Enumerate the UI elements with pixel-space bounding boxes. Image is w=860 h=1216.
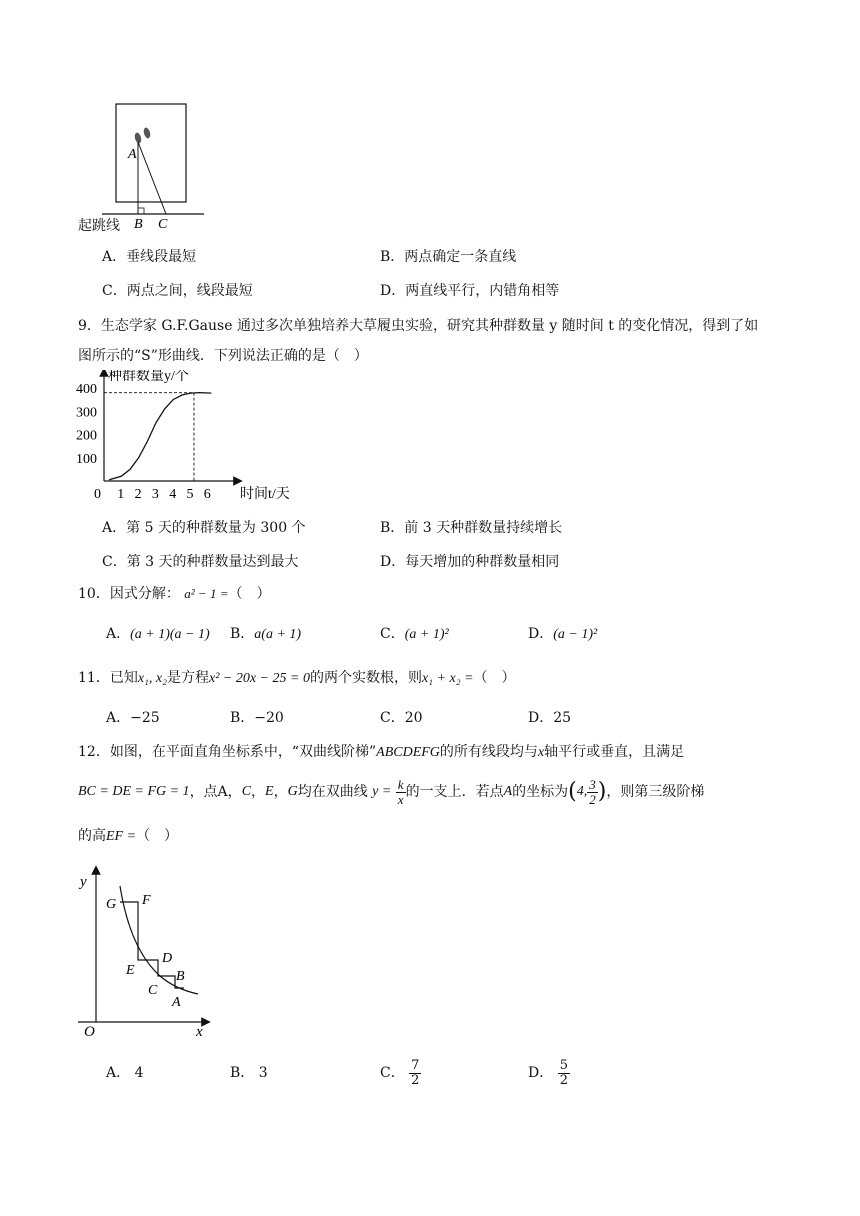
q8-start-line-label: 起跳线 — [78, 218, 120, 234]
q8-label-c: C — [158, 217, 168, 232]
x-tick-label: 3 — [151, 487, 159, 502]
q8-option-c[interactable]: C．两点之间，线段最短 — [102, 283, 253, 299]
q12-stem-line3: 的高EF =（ ） — [78, 828, 179, 844]
svg-text:E: E — [126, 963, 135, 978]
q8-figure — [72, 100, 212, 235]
q9-option-b[interactable]: B．前 3 天种群数量持续增长 — [380, 520, 563, 536]
q8-label-a: A — [128, 147, 137, 162]
x-tick-label: 4 — [169, 487, 177, 502]
q9-ylabel: 种群数量y/个 — [108, 370, 189, 384]
y-tick-label: 400 — [76, 382, 97, 397]
q10-option-a[interactable]: A．(a + 1)(a − 1) — [106, 626, 210, 642]
s-curve-series — [109, 393, 211, 480]
x-tick-label: 5 — [186, 487, 194, 502]
svg-text:x: x — [196, 1024, 203, 1040]
q9-option-c[interactable]: C．第 3 天的种群数量达到最大 — [102, 554, 299, 570]
q8-label-b: B — [134, 217, 143, 232]
q9-s-curve-chart — [72, 370, 312, 505]
svg-text:y: y — [80, 874, 87, 890]
q9-xlabel: 时间t/天 — [240, 487, 290, 502]
q10-option-d[interactable]: D．(a − 1)² — [528, 626, 598, 642]
svg-text:C: C — [148, 983, 158, 998]
y-tick-label: 300 — [76, 405, 97, 421]
q9-option-a[interactable]: A．第 5 天的种群数量为 300 个 — [102, 520, 306, 536]
y-tick-label: 200 — [76, 428, 97, 444]
q12-option-a[interactable]: A． 4 — [106, 1065, 144, 1081]
q9-origin-label: 0 — [94, 487, 101, 502]
q11-option-c[interactable]: C．20 — [380, 710, 423, 726]
q11-stem: 11．已知x₁, x₂是方程x² − 20x − 25 = 0的两个实数根，则x₁ + x₂ =（ ） — [78, 670, 516, 686]
q11-option-a[interactable]: A．−25 — [106, 710, 160, 726]
svg-text:A: A — [172, 995, 181, 1010]
y-tick-label: 100 — [76, 451, 97, 467]
q8-option-d[interactable]: D．两直线平行，内错角相等 — [380, 283, 560, 299]
svg-text:F: F — [142, 893, 151, 908]
svg-text:B: B — [176, 969, 185, 984]
q12-option-d[interactable]: D． $\frac{5}{2}$ — [528, 1057, 568, 1088]
svg-text:D: D — [162, 951, 173, 966]
q10-expression: a² − 1 = — [184, 586, 229, 601]
q12-option-c[interactable]: C． $\frac{7}{2}$ — [380, 1057, 420, 1088]
q12-stem-line1: 12．如图，在平面直角坐标系中，“双曲线阶梯”ABCDEFG的所有线段均与x轴平行或垂直，且满足 — [78, 744, 685, 760]
q10-stem: 10．因式分解： a² − 1 =（ ） — [78, 586, 271, 602]
q11-option-d[interactable]: D．25 — [528, 710, 572, 726]
q8-option-b[interactable]: B．两点确定一条直线 — [380, 249, 517, 265]
x-tick-label: 2 — [134, 487, 142, 502]
q12-figure — [70, 864, 220, 1044]
q9-option-d[interactable]: D．每天增加的种群数量相同 — [380, 554, 560, 570]
q9-stem-line1: 9．生态学家 G.F.Gause 通过多次单独培养大草履虫实验，研究其种群数量 y 随时间 t 的变化情况，得到了如 — [78, 318, 759, 334]
svg-text:O: O — [84, 1024, 95, 1040]
x-tick-label: 6 — [203, 487, 211, 502]
q10-option-b[interactable]: B．a(a + 1) — [230, 626, 302, 642]
q11-option-b[interactable]: B．−20 — [230, 710, 284, 726]
svg-text:G: G — [106, 897, 117, 912]
x-tick-label: 1 — [117, 487, 125, 502]
q8-option-a[interactable]: A．垂线段最短 — [102, 249, 197, 265]
q12-option-b[interactable]: B． 3 — [230, 1065, 268, 1081]
q10-option-c[interactable]: C．(a + 1)² — [380, 626, 449, 642]
q9-stem-line2: 图所示的“S”形曲线．下列说法正确的是（ ） — [78, 348, 368, 364]
q12-stem-line2: BC = DE = FG = 1 ，点A， C ， E ， G 均在双曲线 y = $\frac{k}{x}$ 的一支上．若点 A 的坐标为 ( 4, $\frac{3}{2}$ ) ，则第三级阶梯 — [78, 776, 705, 807]
